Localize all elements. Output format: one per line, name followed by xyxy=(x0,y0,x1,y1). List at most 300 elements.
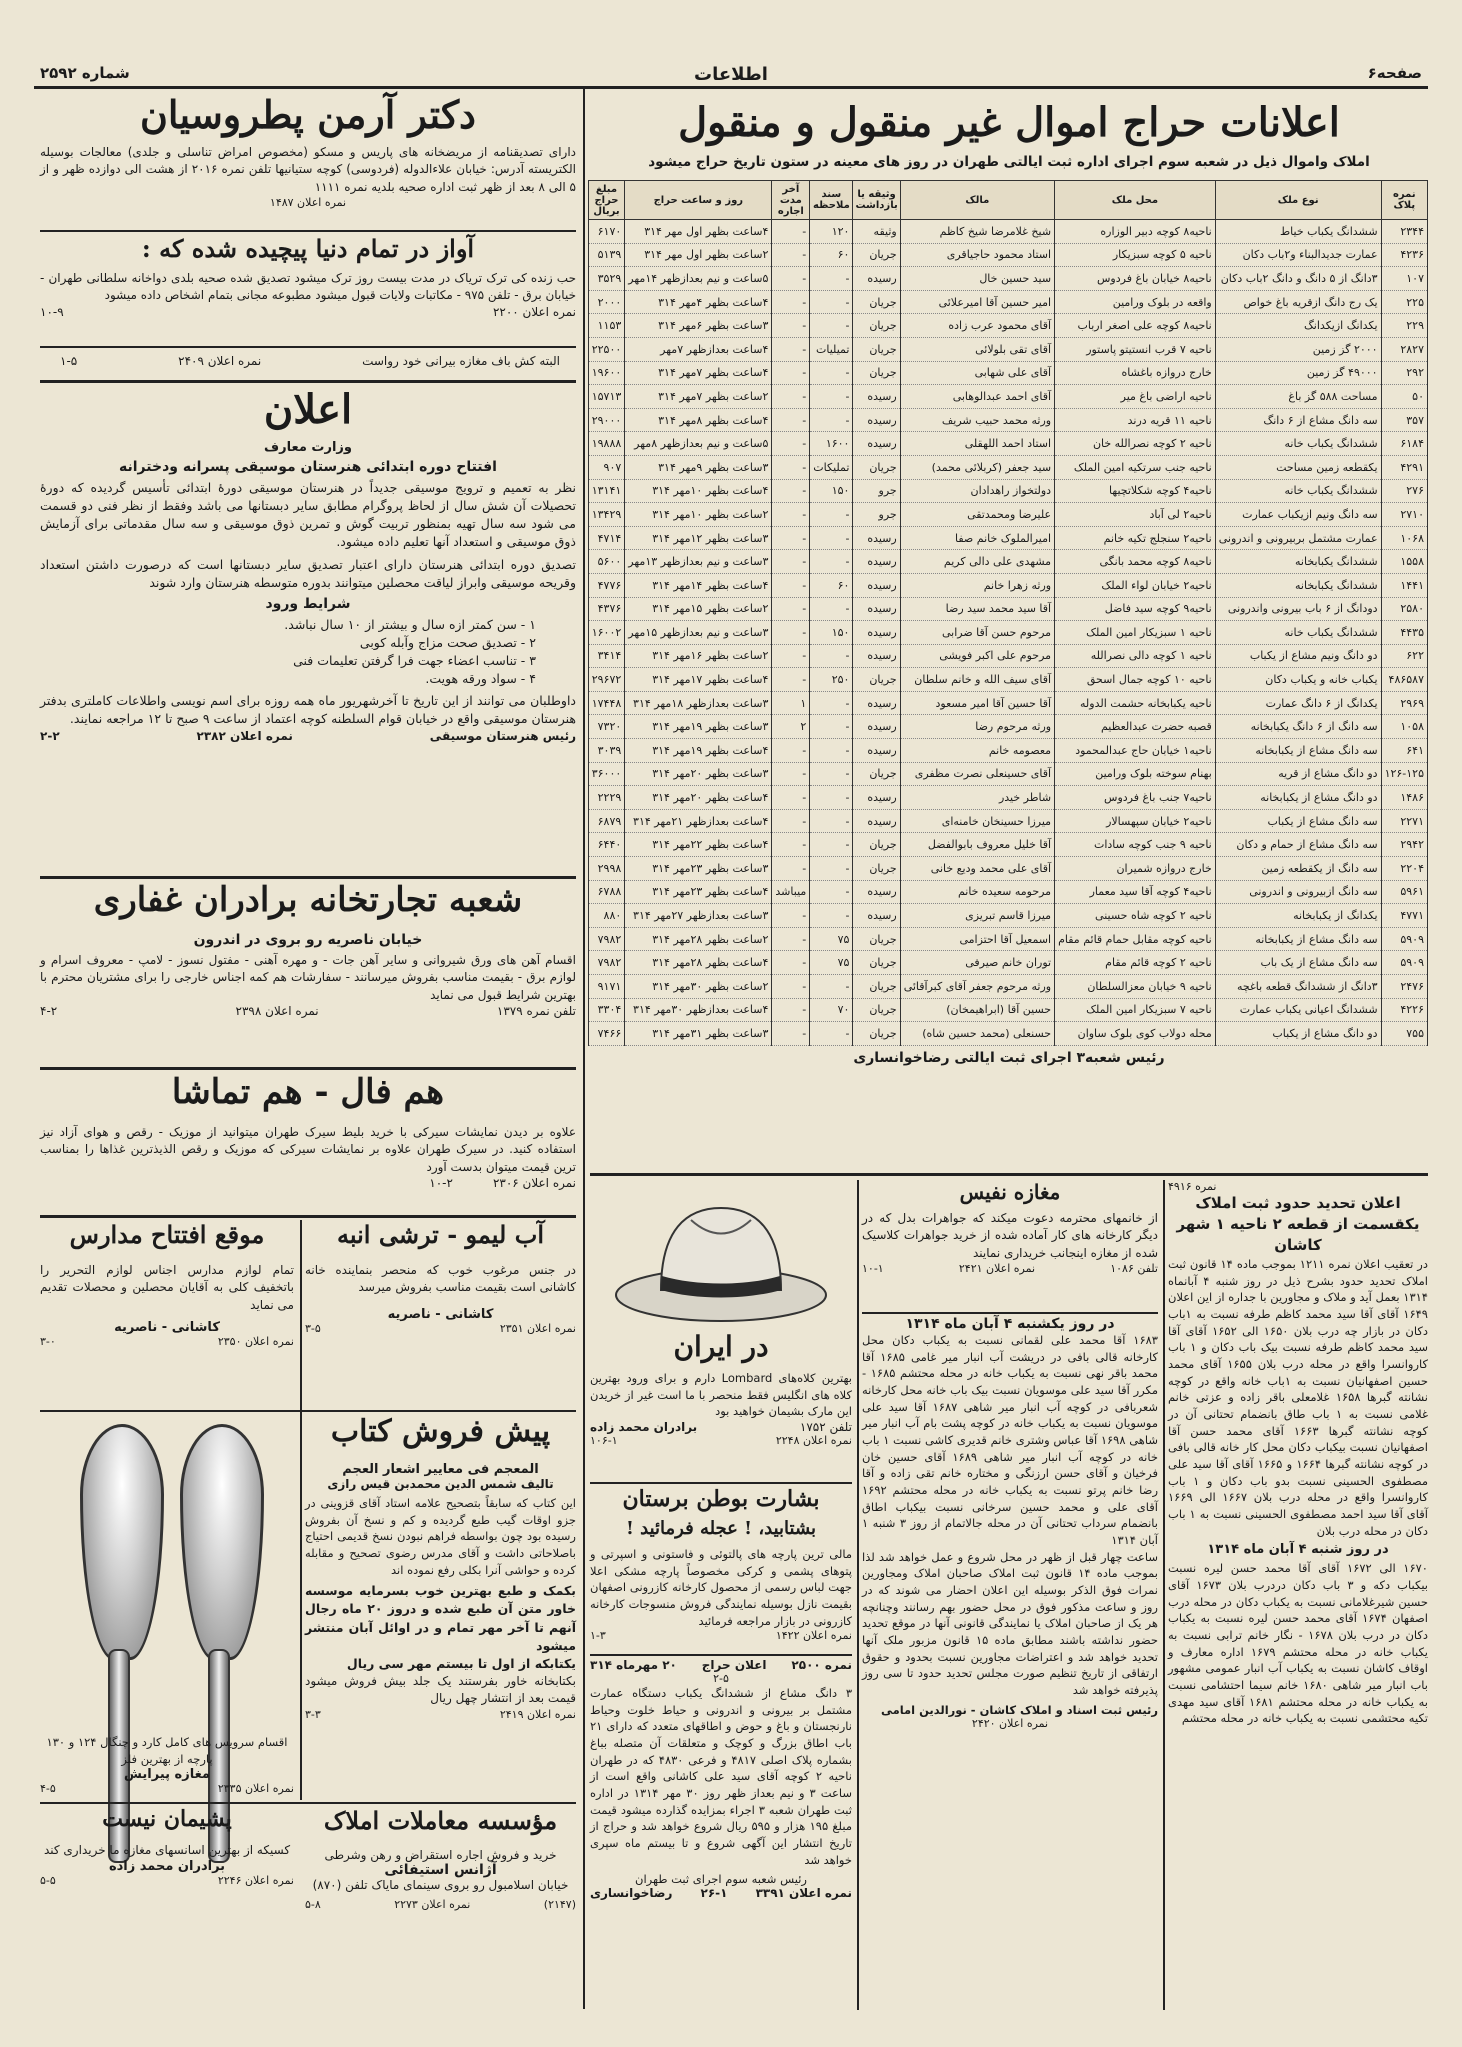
sub-column-divider xyxy=(300,1220,302,1800)
auction-cell: - xyxy=(810,809,853,833)
auction-cell: ناحیه۱ خیابان حاج عبدالمحمود xyxy=(1055,739,1216,763)
ghaffari-address: خیابان ناصریه رو بروی در اندرون xyxy=(193,932,423,948)
music-ad xyxy=(40,386,576,874)
nafis-ad-number: نمره اعلان ۲۴۲۱ xyxy=(958,1262,1036,1276)
bustan-title: بشارت بوطن برستان xyxy=(622,1486,820,1512)
auction-cell: یکباب خانه و یکباب دکان xyxy=(1215,668,1381,692)
auction-cell: یکدانگ ازیکدانگ xyxy=(1215,314,1381,338)
auction-cell: ۱۱۵۳ xyxy=(588,314,625,338)
rule xyxy=(40,230,576,232)
auction-cell: ۲ساعت بظهر ۱۰مهر ۳۱۴ xyxy=(625,503,772,527)
auction-column-header: وثیقه یا بازداشت xyxy=(853,181,900,220)
auction-cell: - xyxy=(810,361,853,385)
auction-cell: شیخ غلامرضا شیخ کاظم xyxy=(900,220,1054,244)
auction-cell: ۱۹۸۸۸ xyxy=(588,432,625,456)
auction-cell: ناحیه ۹ خیابان معزالسلطان xyxy=(1055,975,1216,999)
auction-cell: توران خانم صیرفی xyxy=(900,951,1054,975)
auction-cell: ۵۹۶۱ xyxy=(1381,880,1427,904)
auction-cell: ناحیه۸ کوچه محمد بانگی xyxy=(1055,550,1216,574)
auction-cell: امیرالملوک خانم صفا xyxy=(900,526,1054,550)
auction-cell: میرزا حسینخان خامنه‌ای xyxy=(900,809,1054,833)
auction-row xyxy=(588,408,1427,432)
hat-ad-number: نمره اعلان ۲۲۴۸ xyxy=(775,1434,852,1448)
auction-cell: - xyxy=(772,479,810,503)
avaz-text: حب زنده کی ترک تریاک در مدت بیست روز ترک میشود تصدیق شده صحیه بلدی دواخانه سلطانی طهران - خیابان برق - تلفن ۹۷۵ - مکاتبات ولایات قبول میشود مطبوعه مجانی بتمام اشخاص داده میشود xyxy=(40,271,576,303)
auction-cell: ۶۴۴۰ xyxy=(588,833,625,857)
book-author: تالیف شمس الدین محمدبن قیس رازی xyxy=(327,1477,554,1491)
spoon-ad-number: نمره اعلان ۲۳۳۵ xyxy=(217,1782,294,1796)
auction-cell: ۴ساعت بظهر ۴مهر ۳۱۴ xyxy=(625,290,772,314)
book-subtitle: المعجم فی معاییر اشعار العجم xyxy=(342,1462,539,1477)
auction-cell: یکدانگ از یکبابخانه xyxy=(1215,904,1381,928)
auction-cell: سه دانگ از یکقطعه زمین xyxy=(1215,857,1381,881)
auction-cell: ۷۰ xyxy=(810,998,853,1022)
auction-cell: - xyxy=(772,998,810,1022)
rule xyxy=(40,380,576,383)
music-condition: ۱ - سن کمتر ازه سال و بیشتر از ۱۰ سال نباشد. xyxy=(284,616,536,632)
music-condition: ۲ - تصدیق صحت مزاج وآبله کوبی xyxy=(359,634,536,650)
auction-cell: ۵۹۰۹ xyxy=(1381,951,1427,975)
auction-cell: ۳۴۱۴ xyxy=(588,644,625,668)
auction-cell: سه دانگ ونیم ازیکباب عمارت xyxy=(1215,503,1381,527)
music-code: ۲-۲ xyxy=(40,728,60,743)
auction-row xyxy=(588,597,1427,621)
auction-cell: امیر حسین آقا امیرعلائی xyxy=(900,290,1054,314)
auction-cell: ۶۰ xyxy=(810,573,853,597)
auction-cell: حسنعلی (محمد حسین شاه) xyxy=(900,1022,1054,1046)
auction-section xyxy=(590,92,1428,1172)
auction-cell: رسیده xyxy=(853,621,900,645)
auction-cell: ۴ساعت بظهر ۱۴مهر ۳۱۴ xyxy=(625,573,772,597)
auction-cell: خارج دروازه شمیران xyxy=(1055,857,1216,881)
auction-cell: ۲۲۲۹ xyxy=(588,786,625,810)
auction-cell: - xyxy=(810,503,853,527)
auction-row xyxy=(588,1022,1427,1046)
auction-cell: ۳ساعت بظهر ۹مهر ۳۱۴ xyxy=(625,455,772,479)
avaz-ad xyxy=(40,234,576,344)
auction-row xyxy=(588,573,1427,597)
auction-cell: عمارت جدیدالبناء و۲باب دکان xyxy=(1215,243,1381,267)
auction-cell: ۷۵ xyxy=(810,951,853,975)
auction-cell: ناحیه کوچه مقابل حمام قائم مقام xyxy=(1055,927,1216,951)
auction-cell: دو دانگ مشاع از یکباب xyxy=(1215,1022,1381,1046)
auction-cell: ۳ساعت و نیم بعدازظهر ۱۳مهر xyxy=(625,550,772,574)
auction-cell: ششدانگ اعیانی یکباب عمارت xyxy=(1215,998,1381,1022)
auction-cell: ۶۸۷۹ xyxy=(588,809,625,833)
auction-cell: ۱۳۱۴۱ xyxy=(588,479,625,503)
perfume-ad xyxy=(40,1806,294,1986)
auction-cell: - xyxy=(772,526,810,550)
haraj-ad-number: نمره اعلان ۳۳۹۱ xyxy=(755,1886,852,1901)
auction-subtitle: املاک واموال ذیل در شعبه سوم اجرای اداره ثبت ایالتی طهران در روز های معینه در ستون تاریخ حراج میشود xyxy=(648,154,1370,170)
auction-cell: ورثه زهرا خانم xyxy=(900,573,1054,597)
auction-cell: ۴۲۲۶ xyxy=(1381,998,1427,1022)
auction-cell: ۲۹۴۲ xyxy=(1381,833,1427,857)
auction-cell: ۶۲۲ xyxy=(1381,644,1427,668)
auction-cell: ورثه مرحوم جعفر آقای کبرآقائی xyxy=(900,975,1054,999)
auction-cell: ۱۷۴۴۸ xyxy=(588,691,625,715)
auction-cell: مرحومه سعیده خانم xyxy=(900,880,1054,904)
auction-cell: - xyxy=(810,385,853,409)
auction-cell: ناحیه ۲ کوچه شاه حسینی xyxy=(1055,904,1216,928)
auction-cell: جریان xyxy=(853,975,900,999)
auction-cell: - xyxy=(772,550,810,574)
auction-cell: ۴ساعت بعدازظهر ۲۱مهر ۳۱۴ xyxy=(625,809,772,833)
auction-cell: ۲۷۱۰ xyxy=(1381,503,1427,527)
lemon-title: آب لیمو - ترشی انبه xyxy=(337,1220,544,1249)
auction-cell: - xyxy=(772,408,810,432)
auction-cell: ۶۱۷۰ xyxy=(588,220,625,244)
auction-cell: ۶۴۱ xyxy=(1381,739,1427,763)
auction-row xyxy=(588,880,1427,904)
auction-cell: - xyxy=(772,1022,810,1046)
auction-cell: - xyxy=(772,951,810,975)
auction-row xyxy=(588,337,1427,361)
auction-cell: - xyxy=(810,644,853,668)
auction-cell: ناحیه۸ کوچه علی اصغر ارباب xyxy=(1055,314,1216,338)
haraj-code-2: ۲۶-۱ xyxy=(700,1886,728,1901)
auction-cell: دو دانگ ونیم مشاع از یکباب xyxy=(1215,644,1381,668)
auction-row xyxy=(588,809,1427,833)
auction-cell: مساحت ۵۸۸ گز باغ xyxy=(1215,385,1381,409)
auction-cell: ۲۲۵ xyxy=(1381,290,1427,314)
auction-cell: ۲ساعت بظهر ۳۰مهر ۳۱۴ xyxy=(625,975,772,999)
auction-cell: سه دانگ مشاع از یکبابخانه xyxy=(1215,739,1381,763)
auction-cell: مشهدی علی دالی کریم xyxy=(900,550,1054,574)
auction-row xyxy=(588,621,1427,645)
auction-cell: - xyxy=(772,267,810,291)
bustan-ad xyxy=(590,1486,852,1652)
music-conditions-title: شرایط ورود xyxy=(265,595,351,612)
lemon-ad-number: نمره اعلان ۲۳۵۱ xyxy=(499,1321,576,1335)
auction-row xyxy=(588,314,1427,338)
auction-cell: ۱۶۰۰ xyxy=(810,432,853,456)
auction-cell: - xyxy=(810,526,853,550)
haraj-ad xyxy=(590,1658,852,2018)
doctor-ad xyxy=(40,92,576,230)
auction-cell: ۱۳۴۲۹ xyxy=(588,503,625,527)
auction-row xyxy=(588,668,1427,692)
auction-row xyxy=(588,455,1427,479)
kashan-subtitle: در روز شنبه ۴ آبان ماه ۱۳۱۴ xyxy=(1207,1542,1389,1558)
auction-cell: - xyxy=(810,904,853,928)
auction-cell: ۳ساعت بظهر ۱۹مهر ۳۱۴ xyxy=(625,715,772,739)
auction-cell: - xyxy=(772,786,810,810)
music-ad-number: نمره اعلان ۲۳۸۲ xyxy=(196,728,293,743)
auction-cell: ۱۰۷ xyxy=(1381,267,1427,291)
auction-cell: ۳دانگ از ۵ دانگ و دانگ ۲باب دکان xyxy=(1215,267,1381,291)
auction-cell: ۴۲۹۱ xyxy=(1381,455,1427,479)
doctor-text: دارای تصدیقنامه از مریضخانه های پاریس و مسکو (مخصوص امراض تناسلی و جلدی) معالجات بوسیله الکتریسته آدرس: خیابان علاءالدوله (فردوسی) کوچه ستیانیها تلفن نمره ۲۰۱۶ از هشت الی دوازده ظهر و از ۵ الی ۸ بعد از ظهر ثبت اداره صحیه بلدیه نمره ۱۱۱۱ xyxy=(40,145,576,194)
auction-cell: ۴ساعت بظهر اول مهر ۳۱۴ xyxy=(625,220,772,244)
auction-cell: ناحیه۲ خیابان سپهسالار xyxy=(1055,809,1216,833)
auction-cell: جریان xyxy=(853,998,900,1022)
hamfal-ad xyxy=(40,1072,576,1214)
sunday-title: در روز یکشنبه ۴ آبان ماه ۱۳۱۴ xyxy=(905,1316,1115,1332)
auction-cell: ۲ساعت بظهر ۷مهر ۳۱۴ xyxy=(625,385,772,409)
auction-row xyxy=(588,550,1427,574)
perfume-shop: برادران محمد زاده xyxy=(108,1859,226,1875)
auction-cell: ششدانگ یکبابخانه xyxy=(1215,573,1381,597)
auction-cell: - xyxy=(810,1022,853,1046)
kashi-text: البته کش باف مغازه بیرانی خود رواست xyxy=(362,354,560,368)
hamfal-title: هم فال - هم تماشا xyxy=(171,1072,445,1112)
auction-cell: - xyxy=(772,597,810,621)
haraj-text: ۳ دانگ مشاع از ششدانگ یکباب دستگاه عمارت مشتمل بر بیرونی و اندرونی و حیاط خلوت وحیاط نارنجستان و باغ و حوض و اطاقهای متعدد که دارای ۲۱ باب اطاق بزرگ و کوچک و متعلقات آن متصله بباغ بشماره پلاک اصلی ۴۸۱۷ و فرعی ۴۸۳۰ که در طهران ناحیه ۲ کوچه آقای سید علی کاشانی واقع است از ساعت ۳ و نیم بعداز ظهر روز ۳۰ مهر ۱۳۱۴ در اداره ثبت طهران شعبه ۳ اجراء بمزایده گذارده میشود قیمت مبلغ ۱۹۵ هزار و ۵۹۵ ریال شروع خواهد شد و حراج از تاریخ انتشار این آگهی شروع و تا بیستم ماه سپری خواهد شد xyxy=(590,1686,852,1867)
kashi-code: ۱-۵ xyxy=(60,354,78,368)
rule xyxy=(40,1410,576,1412)
auction-row xyxy=(588,644,1427,668)
auction-cell: محله دولاب کوی بلوک ساوان xyxy=(1055,1022,1216,1046)
auction-cell: ناحیه ۱ سبزیکار امین الملک xyxy=(1055,621,1216,645)
auction-cell: معصومه خانم xyxy=(900,739,1054,763)
perfume-title: پشیمان نیست xyxy=(102,1806,232,1832)
auction-cell: شاطر خیدر xyxy=(900,786,1054,810)
auction-cell: جریان xyxy=(853,290,900,314)
auction-cell: آقا سید محمد سید رضا xyxy=(900,597,1054,621)
auction-cell: - xyxy=(772,361,810,385)
auction-cell: سه دانگ مشاع از حمام و دکان xyxy=(1215,833,1381,857)
auction-cell: - xyxy=(772,621,810,645)
auction-cell: قصبه حضرت عبدالعظیم xyxy=(1055,715,1216,739)
sub-column-divider xyxy=(1163,1180,1165,2010)
auction-cell: ناحیه ۱۰ کوچه جمال اسحق xyxy=(1055,668,1216,692)
hat-shop: برادران محمد زاده xyxy=(590,1420,698,1435)
auction-cell: ۵ساعت و نیم بعدازظهر ۸مهر xyxy=(625,432,772,456)
auction-cell: ۵۹۰۹ xyxy=(1381,927,1427,951)
kashan-notice xyxy=(1168,1180,1428,2020)
auction-cell: - xyxy=(810,267,853,291)
auction-cell: سه دانگ ازبیرونی و اندرونی xyxy=(1215,880,1381,904)
auction-row xyxy=(588,975,1427,999)
auction-cell: - xyxy=(810,975,853,999)
auction-cell: - xyxy=(810,880,853,904)
auction-cell: - xyxy=(772,290,810,314)
auction-cell: ششدانگ یکبابخانه xyxy=(1215,550,1381,574)
auction-cell: ۱ xyxy=(772,691,810,715)
auction-cell: ۴۴۳۵ xyxy=(1381,621,1427,645)
auction-table xyxy=(588,180,1428,1046)
auction-cell: ششدانگ یکباب خانه xyxy=(1215,432,1381,456)
lemon-text: در جنس مرغوب خوب که منحصر بنماینده خانه کاشانی است بقیمت مناسب بفروش میرسد xyxy=(305,1263,576,1295)
auction-cell: ۱۵۷۱۳ xyxy=(588,385,625,409)
auction-cell: ۴ساعت بظهر ۱۹مهر ۳۱۴ xyxy=(625,739,772,763)
auction-cell: ۱۹۶۰۰ xyxy=(588,361,625,385)
auction-cell: - xyxy=(772,503,810,527)
auction-row xyxy=(588,739,1427,763)
auction-cell: - xyxy=(810,715,853,739)
auction-cell: - xyxy=(772,455,810,479)
spoon-shop: مغازه پیرایش xyxy=(124,1767,210,1783)
auction-cell: آقای حسینعلی نصرت مظفری xyxy=(900,762,1054,786)
auction-cell: آقای علی شهابی xyxy=(900,361,1054,385)
auction-cell: - xyxy=(772,904,810,928)
ghaffari-code: ۴-۲ xyxy=(40,1004,58,1019)
auction-cell: آقای علی محمد ودیع خانی xyxy=(900,857,1054,881)
auction-cell: آقای سیف الله و خانم سلطان xyxy=(900,668,1054,692)
auction-cell: ۶۱۸۴ xyxy=(1381,432,1427,456)
auction-cell: مرحوم علی اکبر فویشی xyxy=(900,644,1054,668)
auction-cell: حسین آقا (ابراهیمخان) xyxy=(900,998,1054,1022)
auction-cell: ۴۹۰۰۰ گز زمین xyxy=(1215,361,1381,385)
auction-cell: ۲ساعت بظهر ۱۵مهر ۳۱۴ xyxy=(625,597,772,621)
auction-cell: رسیده xyxy=(853,597,900,621)
auction-row xyxy=(588,220,1427,244)
hat-image xyxy=(606,1190,836,1330)
doctor-title: دکتر آرمن پطروسیان xyxy=(140,92,476,137)
music-paragraph-1: نظر به تعمیم و ترویج موسیقی جدیداً در هنرستان موسیقی دورهٔ ابتدائی تأسیس گردیده که دورهٔ تحصیلات آن شش سال از لحاظ پروگرام مطابق سایر دبستانها می باشد وفقط از نظر فنی دو قسمت می شود سه سال تهیه بمنظور تربیت گوش و تمرین ذوق موسیقی و سه سال مقدماتی برای آزمایش ذوق موسیقی و استعداد آنها تعلیم داده میشود. xyxy=(40,480,576,550)
auction-cell: ناحیه ۱ کوچه دالی نصرالله xyxy=(1055,644,1216,668)
auction-column-header: محل ملک xyxy=(1055,181,1216,220)
hamfal-text: علاوه بر دیدن نمایشات سیرکی با خرید بلیط سیرک طهران میتوانید از موزیک - رقص و هوای آزاد نیز استفاده کنید. در سیرک طهران علاوه بر نمایشات سیرکی که موزیک و رقص الذیذترین غذاها را بمناسب ترین قیمت میتوان بدست آورد xyxy=(40,1125,576,1174)
auction-row xyxy=(588,432,1427,456)
auction-cell: سه دانگ مشاع از یک باب xyxy=(1215,951,1381,975)
auction-cell: ۱۲۰ xyxy=(810,220,853,244)
auction-cell: - xyxy=(772,243,810,267)
auction-cell: ۱۰۵۸ xyxy=(1381,715,1427,739)
rule xyxy=(590,1654,852,1656)
auction-cell: عمارت مشتمل بربیرونی و اندرونی xyxy=(1215,526,1381,550)
auction-cell: سه دانگ از ۶ دانگ یکبابخانه xyxy=(1215,715,1381,739)
auction-cell: آقا خلیل معروف بابوالفضل xyxy=(900,833,1054,857)
nafis-phone: تلفن ۱۰۸۶ xyxy=(1110,1262,1158,1276)
auction-cell: ۲۳۴۴ xyxy=(1381,220,1427,244)
hat-text: بهترین کلاه‌های Lombard دارم و برای ورود بهترین کلاه های انگلیس فقط منحصر با ما است غیر از خریدن این مارک بشیمان خواهید بود xyxy=(590,1371,853,1419)
sunday-notice xyxy=(862,1316,1158,2016)
auction-cell: - xyxy=(772,432,810,456)
auction-row xyxy=(588,833,1427,857)
auction-cell: وثیقه xyxy=(853,220,900,244)
auction-cell: آقای محمود عرب زاده xyxy=(900,314,1054,338)
auction-cell: ۱۶۰۰۲ xyxy=(588,621,625,645)
sunday-text: ۱۶۸۳ آقا محمد علی لقمانی نسبت به یکباب دکان محل کارخانه قالی بافی در دریشت آب انبار میر غامی ۱۶۸۵ آقا محمد باقر نهی نسبت به یکباب خانه در محله محتشم ۱۶۸۵ - مکرر آقا سید علی موسویان نسبت بیک باب خانه محل کارخانه شعربافی در کوچه آب انبار میر شاهی ۱۶۸۷ آقا سید علی موسویان نسبت به یکباب خانه در کوچه پشت بام آب انبار میر شاهی ۱۶۹۸ آقا عباس وشتری خانم قدیری کاشی نسبت ۱ باب خانه در کوچه آب انبار میر شاهی ۱۶۸۹ آقای حسین خان فرخیان و آقای حسن ارزنگی و مختاره خانم تقی زاده و آقا رضا خانم پرتو نسبت به یکباب خانه در محله محتشم ۱۶۹۲ آقای علی و محمد حسین سرخانی نسبت بیکباب اطاق بانضمام سرداب تحتانی آن در محله جالاتمام از روز ۳ شنبه ۱ آبان ۱۳۱۴ xyxy=(862,1333,1159,1548)
auction-column-header: روز و ساعت حراج xyxy=(625,181,772,220)
auction-cell: - xyxy=(772,573,810,597)
auction-cell: آقای تقی بلولائی xyxy=(900,337,1054,361)
page-number: صفحه۶ xyxy=(1367,64,1422,82)
bustan-ad-number: نمره اعلان ۱۴۲۲ xyxy=(775,1629,852,1643)
nafis-title: مغازه نفیس xyxy=(959,1180,1061,1204)
auction-cell: ۱۵۰ xyxy=(810,621,853,645)
auction-cell: ۴۷۱۴ xyxy=(588,526,625,550)
auction-cell: رسیده xyxy=(853,526,900,550)
haraj-signature-name: رضاخوانساری xyxy=(590,1886,673,1901)
auction-cell: ۷۹۸۲ xyxy=(588,927,625,951)
auction-cell: ۲ساعت بظهر اول مهر ۳۱۴ xyxy=(625,243,772,267)
column-divider xyxy=(583,89,585,2009)
kashan-number: نمره ۴۹۱۶ xyxy=(1168,1180,1217,1193)
school-title: موقع افتتاح مدارس xyxy=(69,1220,265,1249)
auction-cell: - xyxy=(772,668,810,692)
auction-cell: ۳ساعت و نیم بعدازظهر ۱۵مهر xyxy=(625,621,772,645)
nafis-text: از خانمهای محترمه دعوت میکند که جواهرات بدل که در دیگر کارخانه های کار آماده شده از خرید جواهرات کلاسیک شده از مغازه اینجانب خریداری نمایند xyxy=(862,1211,1158,1260)
rule xyxy=(40,1802,576,1804)
hat-code: ۱۰۶-۱ xyxy=(590,1434,618,1448)
auction-cell: جریان xyxy=(853,337,900,361)
auction-cell: رسیده xyxy=(853,809,900,833)
auction-cell: - xyxy=(772,762,810,786)
auction-cell: ناحیه جنب سرتکیه امین الملک xyxy=(1055,455,1216,479)
auction-cell: ۳۶۰۰۰ xyxy=(588,762,625,786)
haraj-date: ۲۰ مهرماه ۳۱۴ xyxy=(590,1658,677,1672)
auction-cell: ورثه محمد حبیب شریف xyxy=(900,408,1054,432)
spoon-ad xyxy=(40,1414,294,1802)
auction-cell: ۳ساعت بعدازظهر ۲۷مهر ۳۱۴ xyxy=(625,904,772,928)
auction-cell: میرزا قاسم تبریزی xyxy=(900,904,1054,928)
auction-cell: ناحیه۸ کوچه دبیر الوزاره xyxy=(1055,220,1216,244)
auction-cell: - xyxy=(772,809,810,833)
auction-cell: سید جعفر (کربلائی محمد) xyxy=(900,455,1054,479)
doctor-ad-number: نمره اعلان ۱۴۸۷ xyxy=(269,196,347,210)
auction-cell: - xyxy=(810,786,853,810)
nafis-code: ۱۰-۱ xyxy=(862,1262,884,1276)
auction-cell: ۴۲۳۶ xyxy=(1381,243,1427,267)
auction-cell: ۴ساعت بظهر ۲۰مهر ۳۱۴ xyxy=(625,786,772,810)
auction-cell: ۷۳۲۰ xyxy=(588,715,625,739)
auction-row xyxy=(588,857,1427,881)
spoon-code: ۴-۵ xyxy=(40,1782,56,1796)
auction-row xyxy=(588,927,1427,951)
auction-row xyxy=(588,503,1427,527)
auction-cell: جریان xyxy=(853,762,900,786)
music-subtitle: افتتاح دوره ابتدائی هنرستان موسیقی پسرانه ودخترانه xyxy=(119,459,497,475)
auction-cell: ۱۴۴۱ xyxy=(1381,573,1427,597)
auction-cell: ۲۰۰۰ گز زمین xyxy=(1215,337,1381,361)
newspaper-name: اطلاعات xyxy=(694,64,768,85)
auction-cell: ۱۵۵۸ xyxy=(1381,550,1427,574)
auction-cell: مرحوم حسن آقا ضرابی xyxy=(900,621,1054,645)
auction-cell: ۳۵۲۹ xyxy=(588,267,625,291)
auction-cell: ۷۹۸۲ xyxy=(588,951,625,975)
perfume-code: ۵-۵ xyxy=(40,1874,56,1888)
sunday-ad-number: نمره اعلان ۲۴۲۰ xyxy=(971,1716,1049,1730)
auction-cell: ۳ساعت بظهر ۲۳مهر ۳۱۴ xyxy=(625,857,772,881)
auction-row xyxy=(588,243,1427,267)
auction-cell: ۲۹۰۰۰ xyxy=(588,408,625,432)
auction-cell: جریان xyxy=(853,951,900,975)
auction-cell: ناحیه۹ کوچه سید فاضل xyxy=(1055,597,1216,621)
auction-cell: - xyxy=(772,857,810,881)
auction-cell: جریان xyxy=(853,361,900,385)
book-text: این کتاب که سابقاً بتصحیح علامه استاد آقای قزوینی در جزو اوقات گیب طبع گردیده و کم و نسخ آن بفروش رسیده بود چون بواسطه فراهم نبودن نسخ قدیمی احتیاج باصلاحاتی داشت و آقای مدرس رضوی تصحیح و مقابله کرده و حواشی آنرا بکلی رفع نموده اند xyxy=(305,1496,576,1577)
auction-row xyxy=(588,267,1427,291)
auction-cell: - xyxy=(772,644,810,668)
perfume-text: کسیکه از بهترین اسانسهای مغازه ما خریداری کند xyxy=(43,1843,291,1857)
auction-title: اعلانات حراج اموال غیر منقول و منقول xyxy=(678,99,1340,146)
realestate-code-2: (۲۱۴۷) xyxy=(543,1898,576,1911)
auction-cell: یک رج دانگ ازقریه باغ خواص xyxy=(1215,290,1381,314)
auction-cell: - xyxy=(772,927,810,951)
auction-cell: ۳۳۰۴ xyxy=(588,998,625,1022)
haraj-signature: رئیس شعبه سوم اجرای ثبت طهران xyxy=(635,1872,807,1887)
lemon-shop: کاشانی - ناصریه xyxy=(387,1306,494,1322)
auction-cell: ۱۵۰ xyxy=(810,479,853,503)
auction-cell: رسیده xyxy=(853,739,900,763)
auction-cell: ۴۷۷۶ xyxy=(588,573,625,597)
book-ad-number: نمره اعلان ۲۴۱۹ xyxy=(499,1707,576,1721)
auction-cell: سه دانگ مشاع از یکبابخانه xyxy=(1215,927,1381,951)
auction-cell: ۴ساعت بظهر ۷مهر ۳۱۴ xyxy=(625,361,772,385)
auction-cell: سه دانگ مشاع از یکباب xyxy=(1215,809,1381,833)
auction-cell: ناحیه ۹ جنب کوچه سادات xyxy=(1055,833,1216,857)
spoon-image xyxy=(80,1424,164,1660)
ghaffari-title: شعبه تجارتخانه برادران غفاری xyxy=(93,880,523,920)
haraj-number: نمره ۲۵۰۰ xyxy=(791,1658,852,1672)
auction-cell: ششدانگ یکباب خانه xyxy=(1215,621,1381,645)
auction-cell: ۲۴۷۶ xyxy=(1381,975,1427,999)
auction-cell: ناحیه ۲ کوچه نصرالله خان xyxy=(1055,432,1216,456)
auction-cell: رسیده xyxy=(853,691,900,715)
